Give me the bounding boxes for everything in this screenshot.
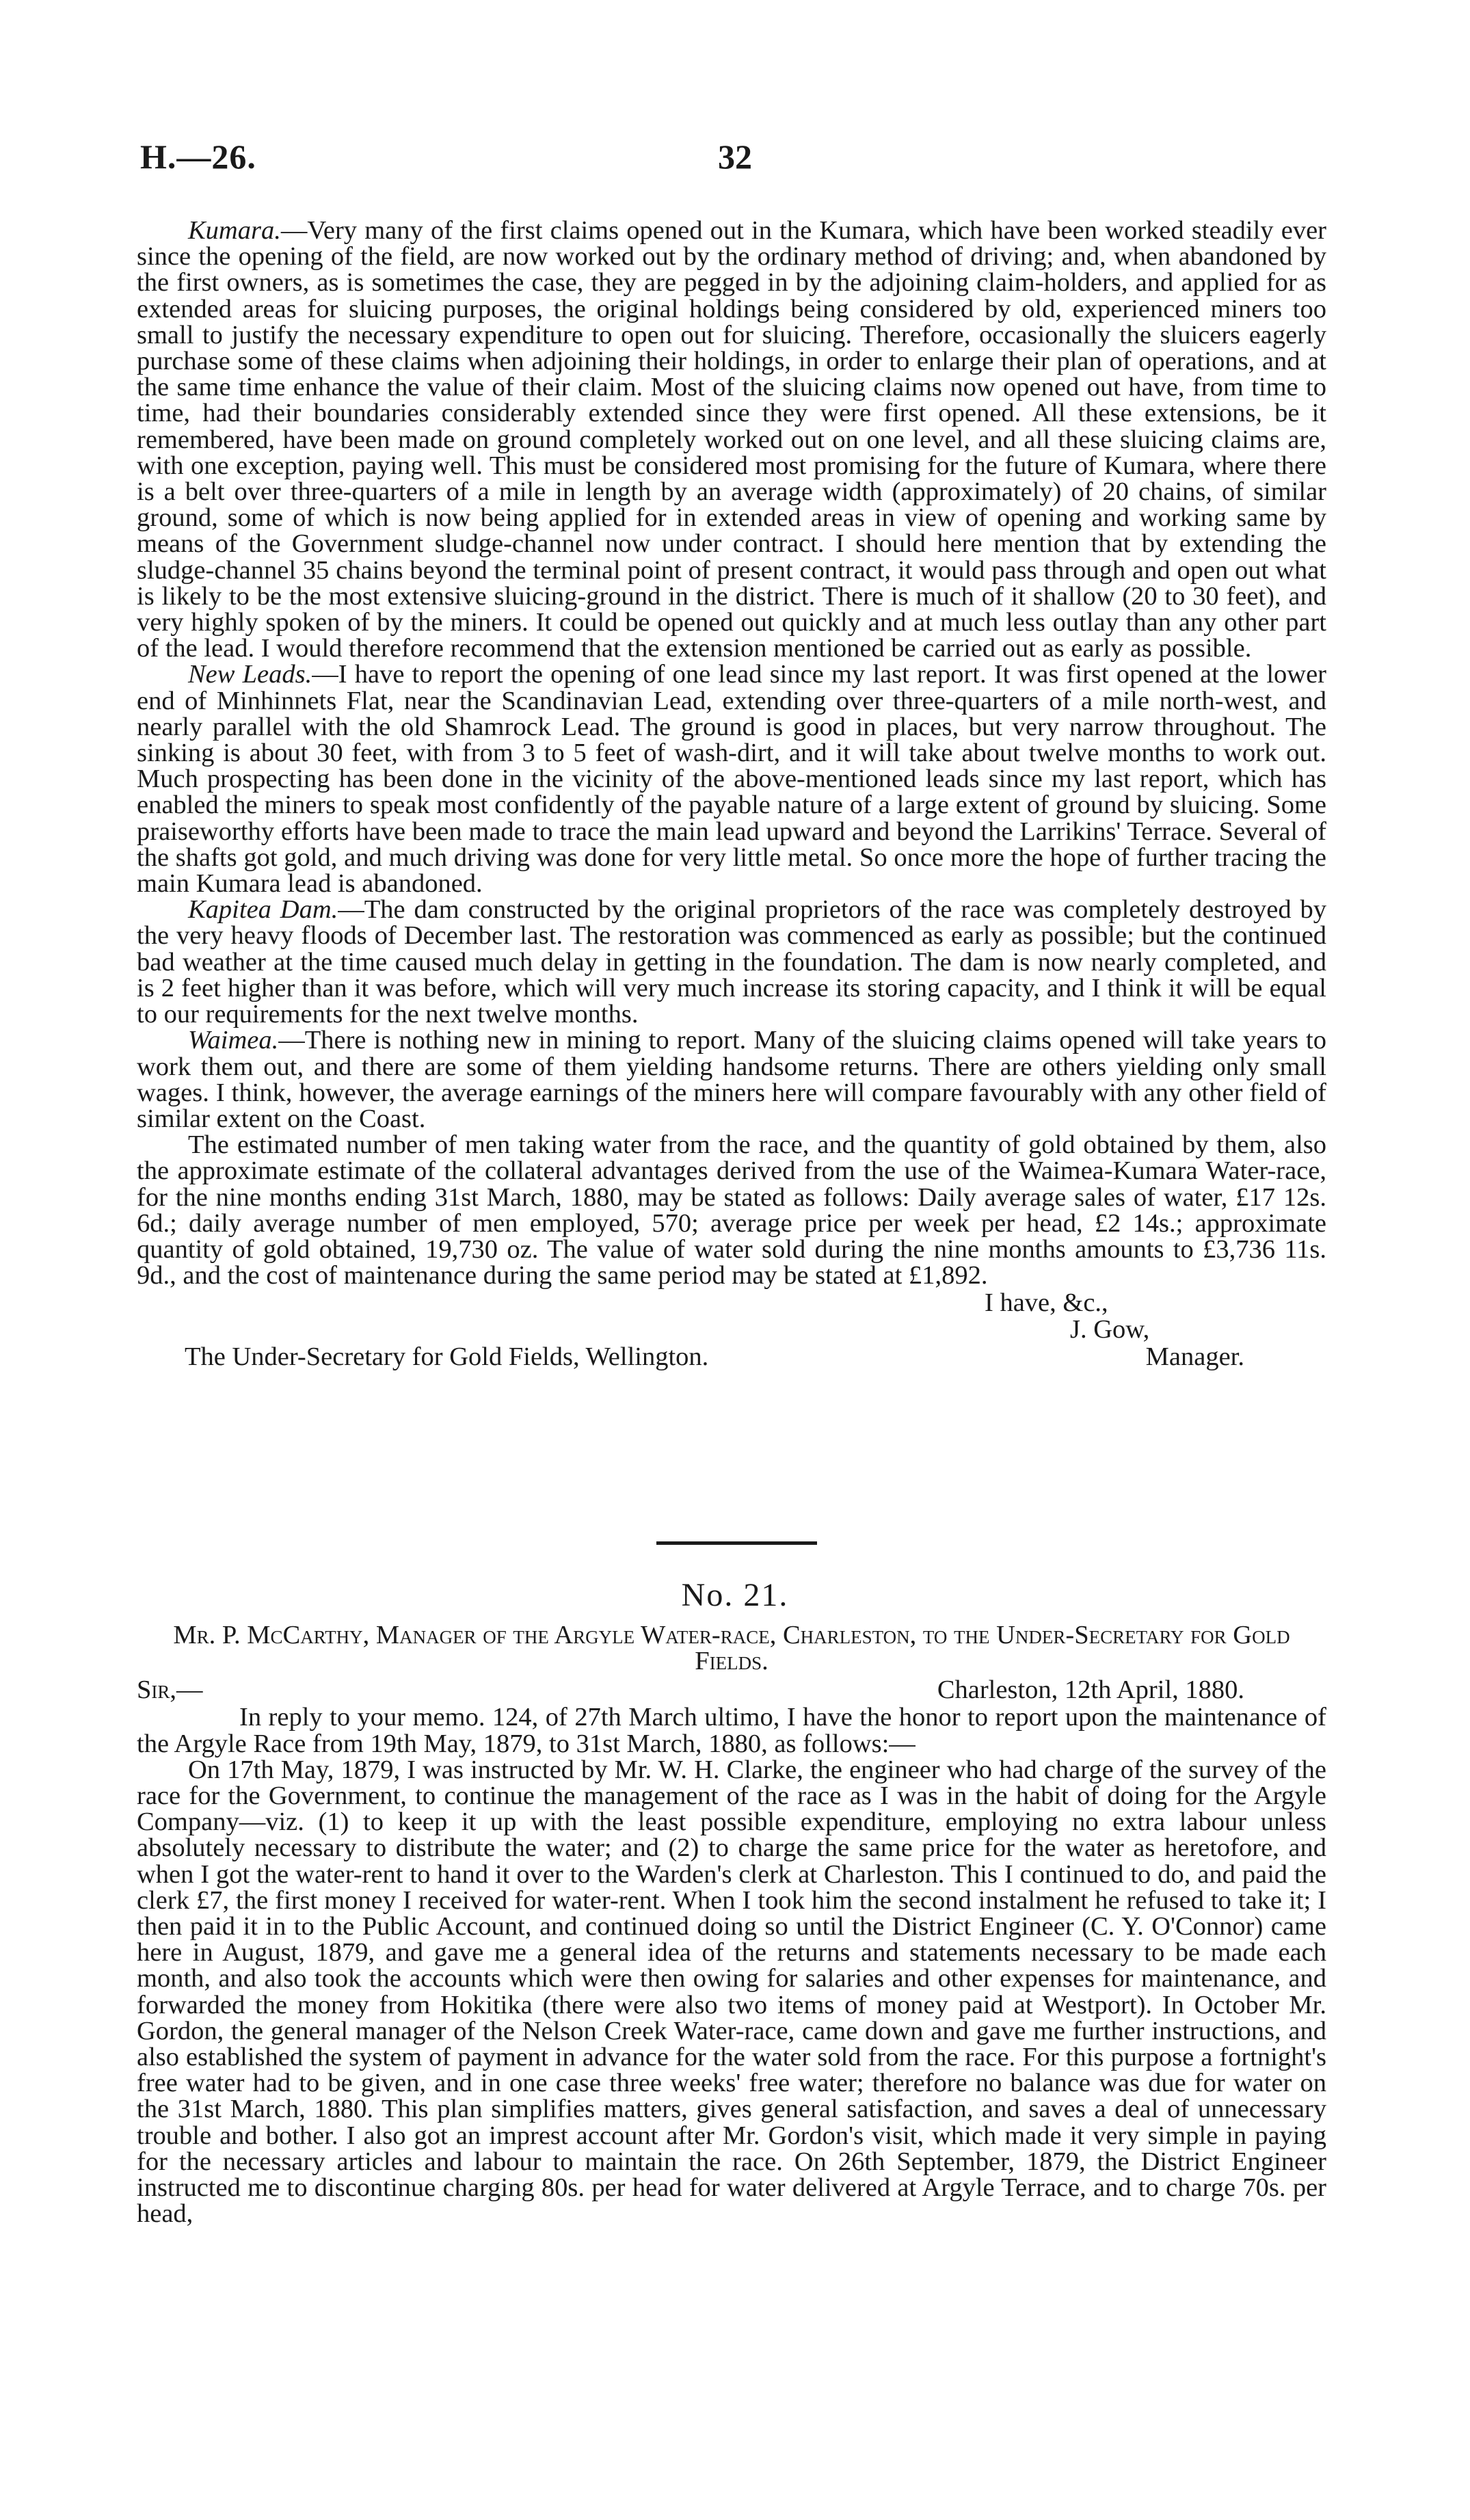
signatory: J. Gow, [1070,1314,1150,1344]
paragraph-lead: New Leads. [188,660,312,689]
paragraph-kumara [137,217,1326,661]
paragraph-text: —There is nothing new in mining to report. Many of the sluicing claims opened will take years to work them out, and there are some of them yielding handsome returns. There are others yielding only small wages. I think, however, the average earnings of the miners here will compare favourably with any other field of similar extent on the Coast. [137,1026,1326,1133]
addressee-line [137,1342,1326,1371]
paragraph-kapitea-dam [137,897,1326,1027]
paragraph-waimea [137,1027,1326,1132]
report-body [137,217,1326,1371]
closing-line: I have, &c., [985,1288,1108,1318]
salutation: Sir,— [137,1675,203,1705]
running-head: H.—26. [140,137,256,176]
addressee: The Under-Secretary for Gold Fields, Wellington. [185,1342,709,1371]
section-divider [656,1541,817,1545]
letter-paragraph: In reply to your memo. 124, of 27th March ultimo, I have the honor to report upon the maintenance of the Argyle Race from 19th May, 1879, to 31st March, 1880, as follows:— [137,1703,1326,1758]
letter-heading: Mr. P. McCarthy, Manager of the Argyle Water-race, Charleston, to the Under-Secretary for Gold Fields. [173,1621,1290,1676]
place-date: Charleston, 12th April, 1880. [937,1675,1244,1705]
salutation-line [137,1675,1326,1704]
letter-body [137,1622,1326,2227]
letter-paragraph: On 17th May, 1879, I was instructed by Mr. W. H. Clarke, the engineer who had charge of the survey of the race for the Government, to continue the management of the race as I was in the habit of doing for the Argyle Company—viz. (1) to keep it up with the least possible expenditure, employing no extra labour unless absolutely necessary to distribute the water; and (2) to charge the same price for the water as heretofore, and when I got the water-rent to hand it over to the Warden's clerk at Charleston. This I continued to do, and paid the clerk £7, the first money I received for water-rent. When I took him the second instalment he refused to take it; I then paid it in to the Public Account, and continued doing so until the District Engineer (C. Y. O'Connor) came here in August, 1879, and gave me a general idea of the returns and statements necessary to be made each month, and also took the accounts which were then owing for salaries and other expenses for maintenance, and forwarded the money from Hokitika (there were also two items of money paid at Westport). In October Mr. Gordon, the general manager of the Nelson Creek Water-race, came down and gave me further instructions, and also established the system of payment in advance for the water sold from the race. For this purpose a fortnight's free water had to be given, and in one case three weeks' free water; therefore no balance was due for water on the 31st March, 1880. This plan simplifies matters, gives general satisfaction, and saves a deal of unnecessary trouble and bother. I also got an imprest account after Mr. Gordon's visit, which made it very simple in paying for the necessary articles and labour to maintain the race. On 26th September, 1879, the District Engineer instructed me to discontinue charging 80s. per head for water delivered at Argyle Terrace, and to charge 70s. per head, [137,1755,1326,2229]
letter-number: No. 21. [681,1577,789,1613]
page-number: 32 [718,137,752,176]
paragraph-text: —The dam constructed by the original proprietors of the race was completely destroyed by the very heavy floods of December last. The restoration was commenced as early as possible; but the continued bad weather at the time caused much delay in getting in the foundation. The dam is now nearly completed, and is 2 feet higher than it was before, which will very much increase its storing capacity, and I think it will be equal to our requirements for the next twelve months. [137,895,1326,1029]
paragraph-lead: Waimea. [188,1026,279,1055]
paragraph-text: —I have to report the opening of one lead since my last report. It was first opened at the lower end of Minhinnets Flat, near the Scandinavian Lead, extending over three-quarters of a mile north-west, and nearly parallel with the old Shamrock Lead. The ground is good in places, but very narrow throughout. The sinking is about 30 feet, with from 3 to 5 feet of wash-dirt, and it will take about twelve months to work out. Much prospecting has been done in the vicinity of the above-mentioned leads since my last report, which has enabled the miners to speak most confidently of the payable nature of a large extent of ground by sluicing. Some praiseworthy efforts have been made to trace the main lead upward and beyond the Larrikins' Terrace. Several of the shafts got gold, and much driving was done for very little metal. So once more the hope of further tracing the main Kumara lead is abandoned. [137,660,1326,899]
paragraph-estimates [137,1132,1326,1288]
paragraph-text: The estimated number of men taking water from the race, and the quantity of gold obtained by them, also the approximate estimate of the collateral advantages derived from the use of the Waimea-Kumara Water-race, for the nine months ending 31st March, 1880, may be stated as follows: Daily average sales of water, £17 12s. 6d.; daily average number of men employed, 570; average price per week per head, £2 14s.; approximate quantity of gold obtained, 19,730 oz. The value of water sold during the nine months amounts to £3,736 11s. 9d., and the cost of maintenance during the same period may be stated at £1,892. [137,1130,1326,1290]
paragraph-lead: Kumara. [188,216,281,245]
paragraph-lead: Kapitea Dam. [188,895,338,925]
paragraph-text: —Very many of the first claims opened out in the Kumara, which have been worked steadily ever since the opening of the field, are now worked out by the ordinary method of driving; and, when abandoned by the first owners, as is sometimes the case, they are pegged in by the adjoining claim-holders, and applied for as extended areas for sluicing purposes, the original holdings being considered by old, experienced miners too small to justify the necessary expenditure to open out for sluicing. Therefore, occasionally the sluicers eagerly purchase some of these claims when adjoining their holdings, in order to enlarge their plan of operations, and at the same time enhance the value of their claim. Most of the sluicing claims now opened out have, from time to time, had their boundaries considerably extended since they were first opened. All these extensions, be it remembered, have been made on ground completely worked out on one level, and all these sluicing claims are, with one exception, paying well. This must be considered most promising for the future of Kumara, where there is a belt over three-quarters of a mile in length by an average width (approximately) of 20 chains, of similar ground, some of which is now being applied for in extended areas in view of opening and working same by means of the Government sludge-channel now under contract. I should here mention that by extending the sludge-channel 35 chains beyond the terminal point of present contract, it would pass through and open out what is likely to be the most extensive sluicing-ground in the district. There is much of it shallow (20 to 30 feet), and very highly spoken of by the miners. It could be opened out quickly and at much less outlay than any other part of the lead. I would therefore recommend that the extension mentioned be carried out as early as possible. [137,216,1326,663]
signatory-title: Manager. [1145,1342,1244,1371]
paragraph-new-leads [137,661,1326,897]
